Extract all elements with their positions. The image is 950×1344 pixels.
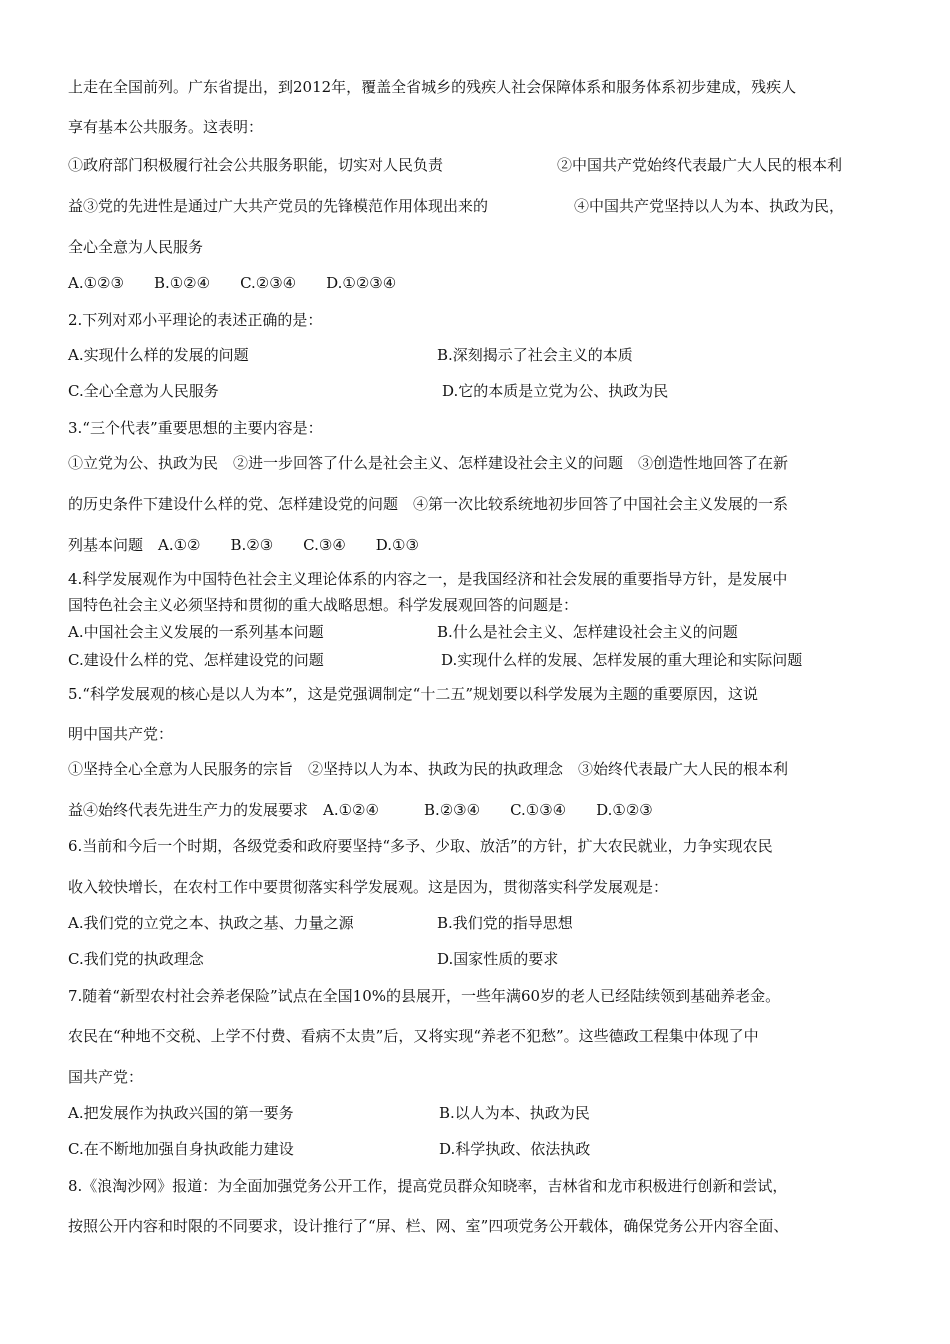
q7-text-line: 农民在“种地不交税、上学不付费、看病不太贵”后，又将实现“养老不犯愁”。这些德政工程集中体现了中	[68, 1027, 759, 1045]
q6-option-b: B.我们党的指导思想	[437, 914, 573, 932]
q1-statement-1: ①政府部门积极履行社会公共服务职能，切实对人民负责	[68, 156, 444, 174]
q6-text-line: 6.当前和今后一个时期，各级党委和政府要坚持“多予、少取、放活”的方针，扩大农民就业，力争实现农民	[68, 837, 773, 855]
q7-text-line: 7.随着“新型农村社会养老保险”试点在全国10%的县展开，一些年满60岁的老人已经陆续领到基础养老金。	[68, 987, 781, 1005]
q7-option-a: A.把发展作为执政兴国的第一要务	[68, 1104, 294, 1122]
q4-text-line: 4.科学发展观作为中国特色社会主义理论体系的内容之一，是我国经济和社会发展的重要指导方针，是发展中	[68, 570, 788, 588]
q6-text-line: 收入较快增长，在农村工作中要贯彻落实科学发展观。这是因为，贯彻落实科学发展观是：	[68, 878, 669, 896]
q5-options: 益④始终代表先进生产力的发展要求 A.①②④ B.②③④ C.①③④ D.①②③	[68, 801, 653, 819]
q2-stem: 2.下列对邓小平理论的表述正确的是：	[68, 311, 323, 329]
q7-option-b: B.以人为本、执政为民	[439, 1104, 590, 1122]
q7-text-line: 国共产党：	[68, 1068, 144, 1086]
q3-text-line: ①立党为公、执政为民 ②进一步回答了什么是社会主义、怎样建设社会主义的问题 ③创造性地回答了在新	[68, 454, 789, 472]
q4-option-c: C.建设什么样的党、怎样建设党的问题	[68, 651, 324, 669]
q8-text-line: 按照公开内容和时限的不同要求，设计推行了“屏、栏、网、室”四项党务公开载体，确保党务公开内容全面、	[68, 1217, 789, 1235]
q5-text-line: 明中国共产党：	[68, 725, 174, 743]
q1-statement-3: 益③党的先进性是通过广大共产党员的先锋模范作用体现出来的	[68, 197, 489, 215]
q4-text-line: 国特色社会主义必须坚持和贯彻的重大战略思想。科学发展观回答的问题是：	[68, 596, 579, 614]
q7-option-c: C.在不断地加强自身执政能力建设	[68, 1140, 294, 1158]
q1-options: A.①②③ B.①②④ C.②③④ D.①②③④	[68, 274, 397, 292]
q8-text-line: 8.《浪淘沙网》报道：为全面加强党务公开工作，提高党员群众知晓率，吉林省和龙市积极进行创新和尝试，	[68, 1177, 788, 1195]
q2-option-a: A.实现什么样的发展的问题	[68, 346, 249, 364]
q4-option-d: D.实现什么样的发展、怎样发展的重大理论和实际问题	[441, 651, 803, 669]
q3-stem: 3.“三个代表”重要思想的主要内容是：	[68, 419, 323, 437]
q3-text-line: 的历史条件下建设什么样的党、怎样建设党的问题 ④第一次比较系统地初步回答了中国社会主义发展的一系	[68, 495, 789, 513]
q6-option-c: C.我们党的执政理念	[68, 950, 204, 968]
q4-option-a: A.中国社会主义发展的一系列基本问题	[68, 623, 324, 641]
q1-text-line: 上走在全国前列。广东省提出，到2012年，覆盖全省城乡的残疾人社会保障体系和服务体系初步建成，残疾人	[68, 78, 797, 96]
q4-option-b: B.什么是社会主义、怎样建设社会主义的问题	[437, 623, 738, 641]
q6-option-d: D.国家性质的要求	[437, 950, 559, 968]
q2-option-b: B.深刻揭示了社会主义的本质	[437, 346, 633, 364]
q3-options: 列基本问题 A.①② B.②③ C.③④ D.①③	[68, 536, 419, 554]
q5-text-line: 5.“科学发展观的核心是以人为本”，这是党强调制定“十二五”规划要以科学发展为主题的重要原因，这说	[68, 685, 758, 703]
q1-statement-4: ④中国共产党坚持以人为本、执政为民，	[574, 197, 845, 215]
q1-text-line: 享有基本公共服务。这表明：	[68, 118, 264, 136]
q2-option-c: C.全心全意为人民服务	[68, 382, 219, 400]
q2-option-d: D.它的本质是立党为公、执政为民	[442, 382, 669, 400]
q1-text-line: 全心全意为人民服务	[68, 238, 204, 256]
q7-option-d: D.科学执政、依法执政	[439, 1140, 591, 1158]
q5-text-line: ①坚持全心全意为人民服务的宗旨 ②坚持以人为本、执政为民的执政理念 ③始终代表最广大人民的根本利	[68, 760, 789, 778]
q6-option-a: A.我们党的立党之本、执政之基、力量之源	[68, 914, 354, 932]
q1-statement-2: ②中国共产党始终代表最广大人民的根本利	[557, 156, 843, 174]
